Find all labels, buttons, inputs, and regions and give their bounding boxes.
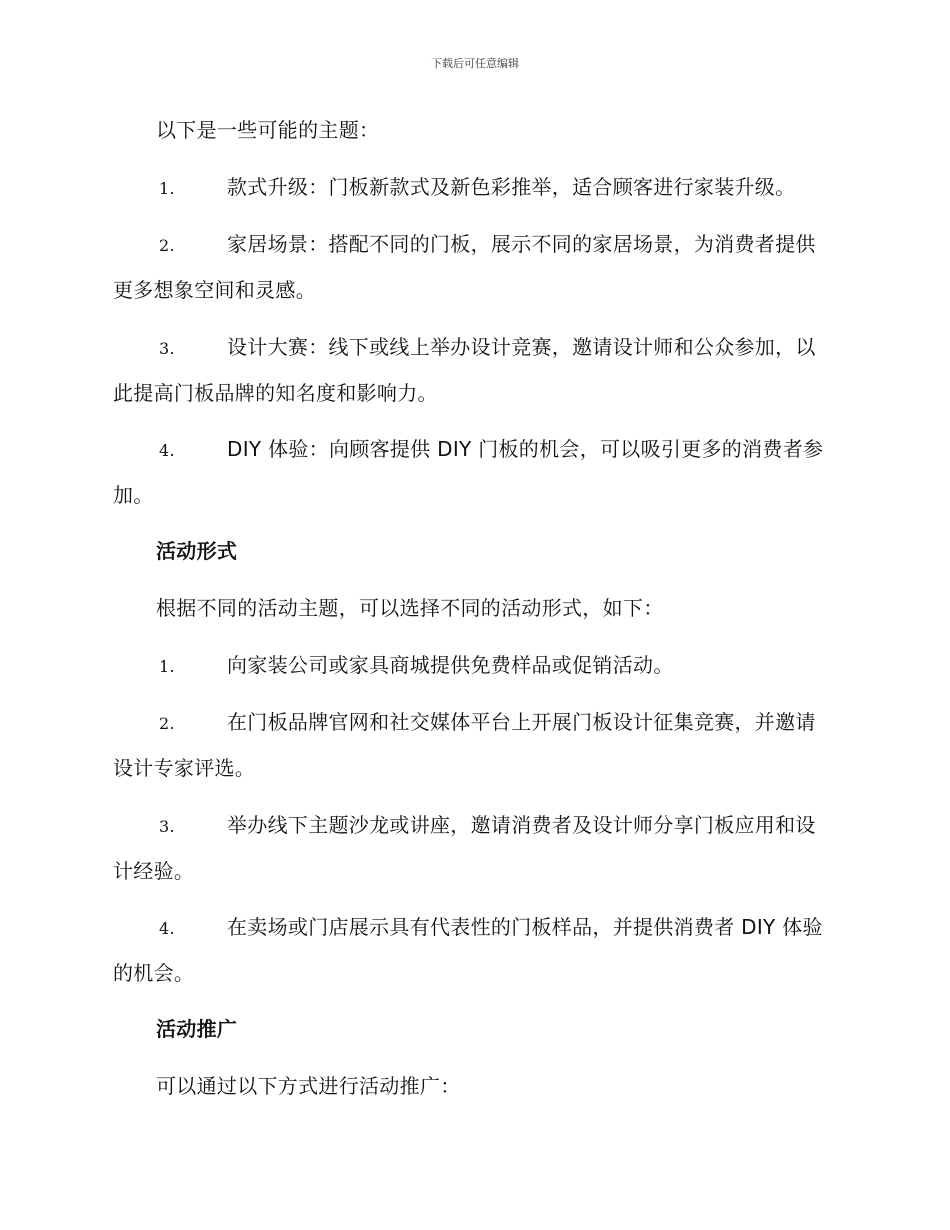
promo-intro: 可以通过以下方式进行活动推广： (156, 1074, 461, 1098)
list-item-number: 2. (159, 714, 175, 733)
list-item-text: 款式升级：门板新款式及新色彩推举，适合顾客进行家装升级。 (227, 175, 796, 199)
list-item (113, 325, 833, 416)
list-item-number: 3. (159, 817, 175, 836)
list-item-text: 在卖场或门店展示具有代表性的门板样品，并提供消费者 DIY 体验的机会。 (113, 915, 823, 985)
list-item-text: 家居场景：搭配不同的门板，展示不同的家居场景，为消费者提供更多想象空间和灵感。 (113, 232, 816, 302)
section-heading-form: 活动形式 (156, 539, 238, 563)
themes-intro: 以下是一些可能的主题： (156, 118, 380, 142)
list-item-number: 4. (159, 441, 175, 460)
list-item (113, 700, 833, 791)
section-heading-promo: 活动推广 (156, 1017, 238, 1041)
list-item (113, 803, 833, 894)
list-item-number: 2. (159, 236, 175, 255)
list-item-text: 设计大赛：线下或线上举办设计竞赛，邀请设计师和公众参加，以此提高门板品牌的知名度和影响力。 (113, 335, 816, 405)
list-item (113, 165, 833, 211)
list-item-number: 1. (159, 179, 175, 198)
list-item-number: 4. (159, 919, 175, 938)
list-item-number: 1. (159, 657, 175, 676)
list-item (113, 905, 833, 996)
list-item (113, 222, 833, 313)
list-item-text: 向家装公司或家具商城提供免费样品或促销活动。 (227, 653, 674, 677)
list-item (113, 643, 833, 689)
list-item-text: DIY 体验：向顾客提供 DIY 门板的机会，可以吸引更多的消费者参加。 (113, 437, 824, 507)
form-intro: 根据不同的活动主题，可以选择不同的活动形式，如下： (156, 596, 664, 620)
list-item-text: 举办线下主题沙龙或讲座，邀请消费者及设计师分享门板应用和设计经验。 (113, 813, 816, 883)
list-item (113, 427, 833, 518)
page-header-note: 下载后可任意编辑 (431, 57, 519, 70)
list-item-number: 3. (159, 339, 175, 358)
list-item-text: 在门板品牌官网和社交媒体平台上开展门板设计征集竞赛，并邀请设计专家评选。 (113, 710, 816, 780)
